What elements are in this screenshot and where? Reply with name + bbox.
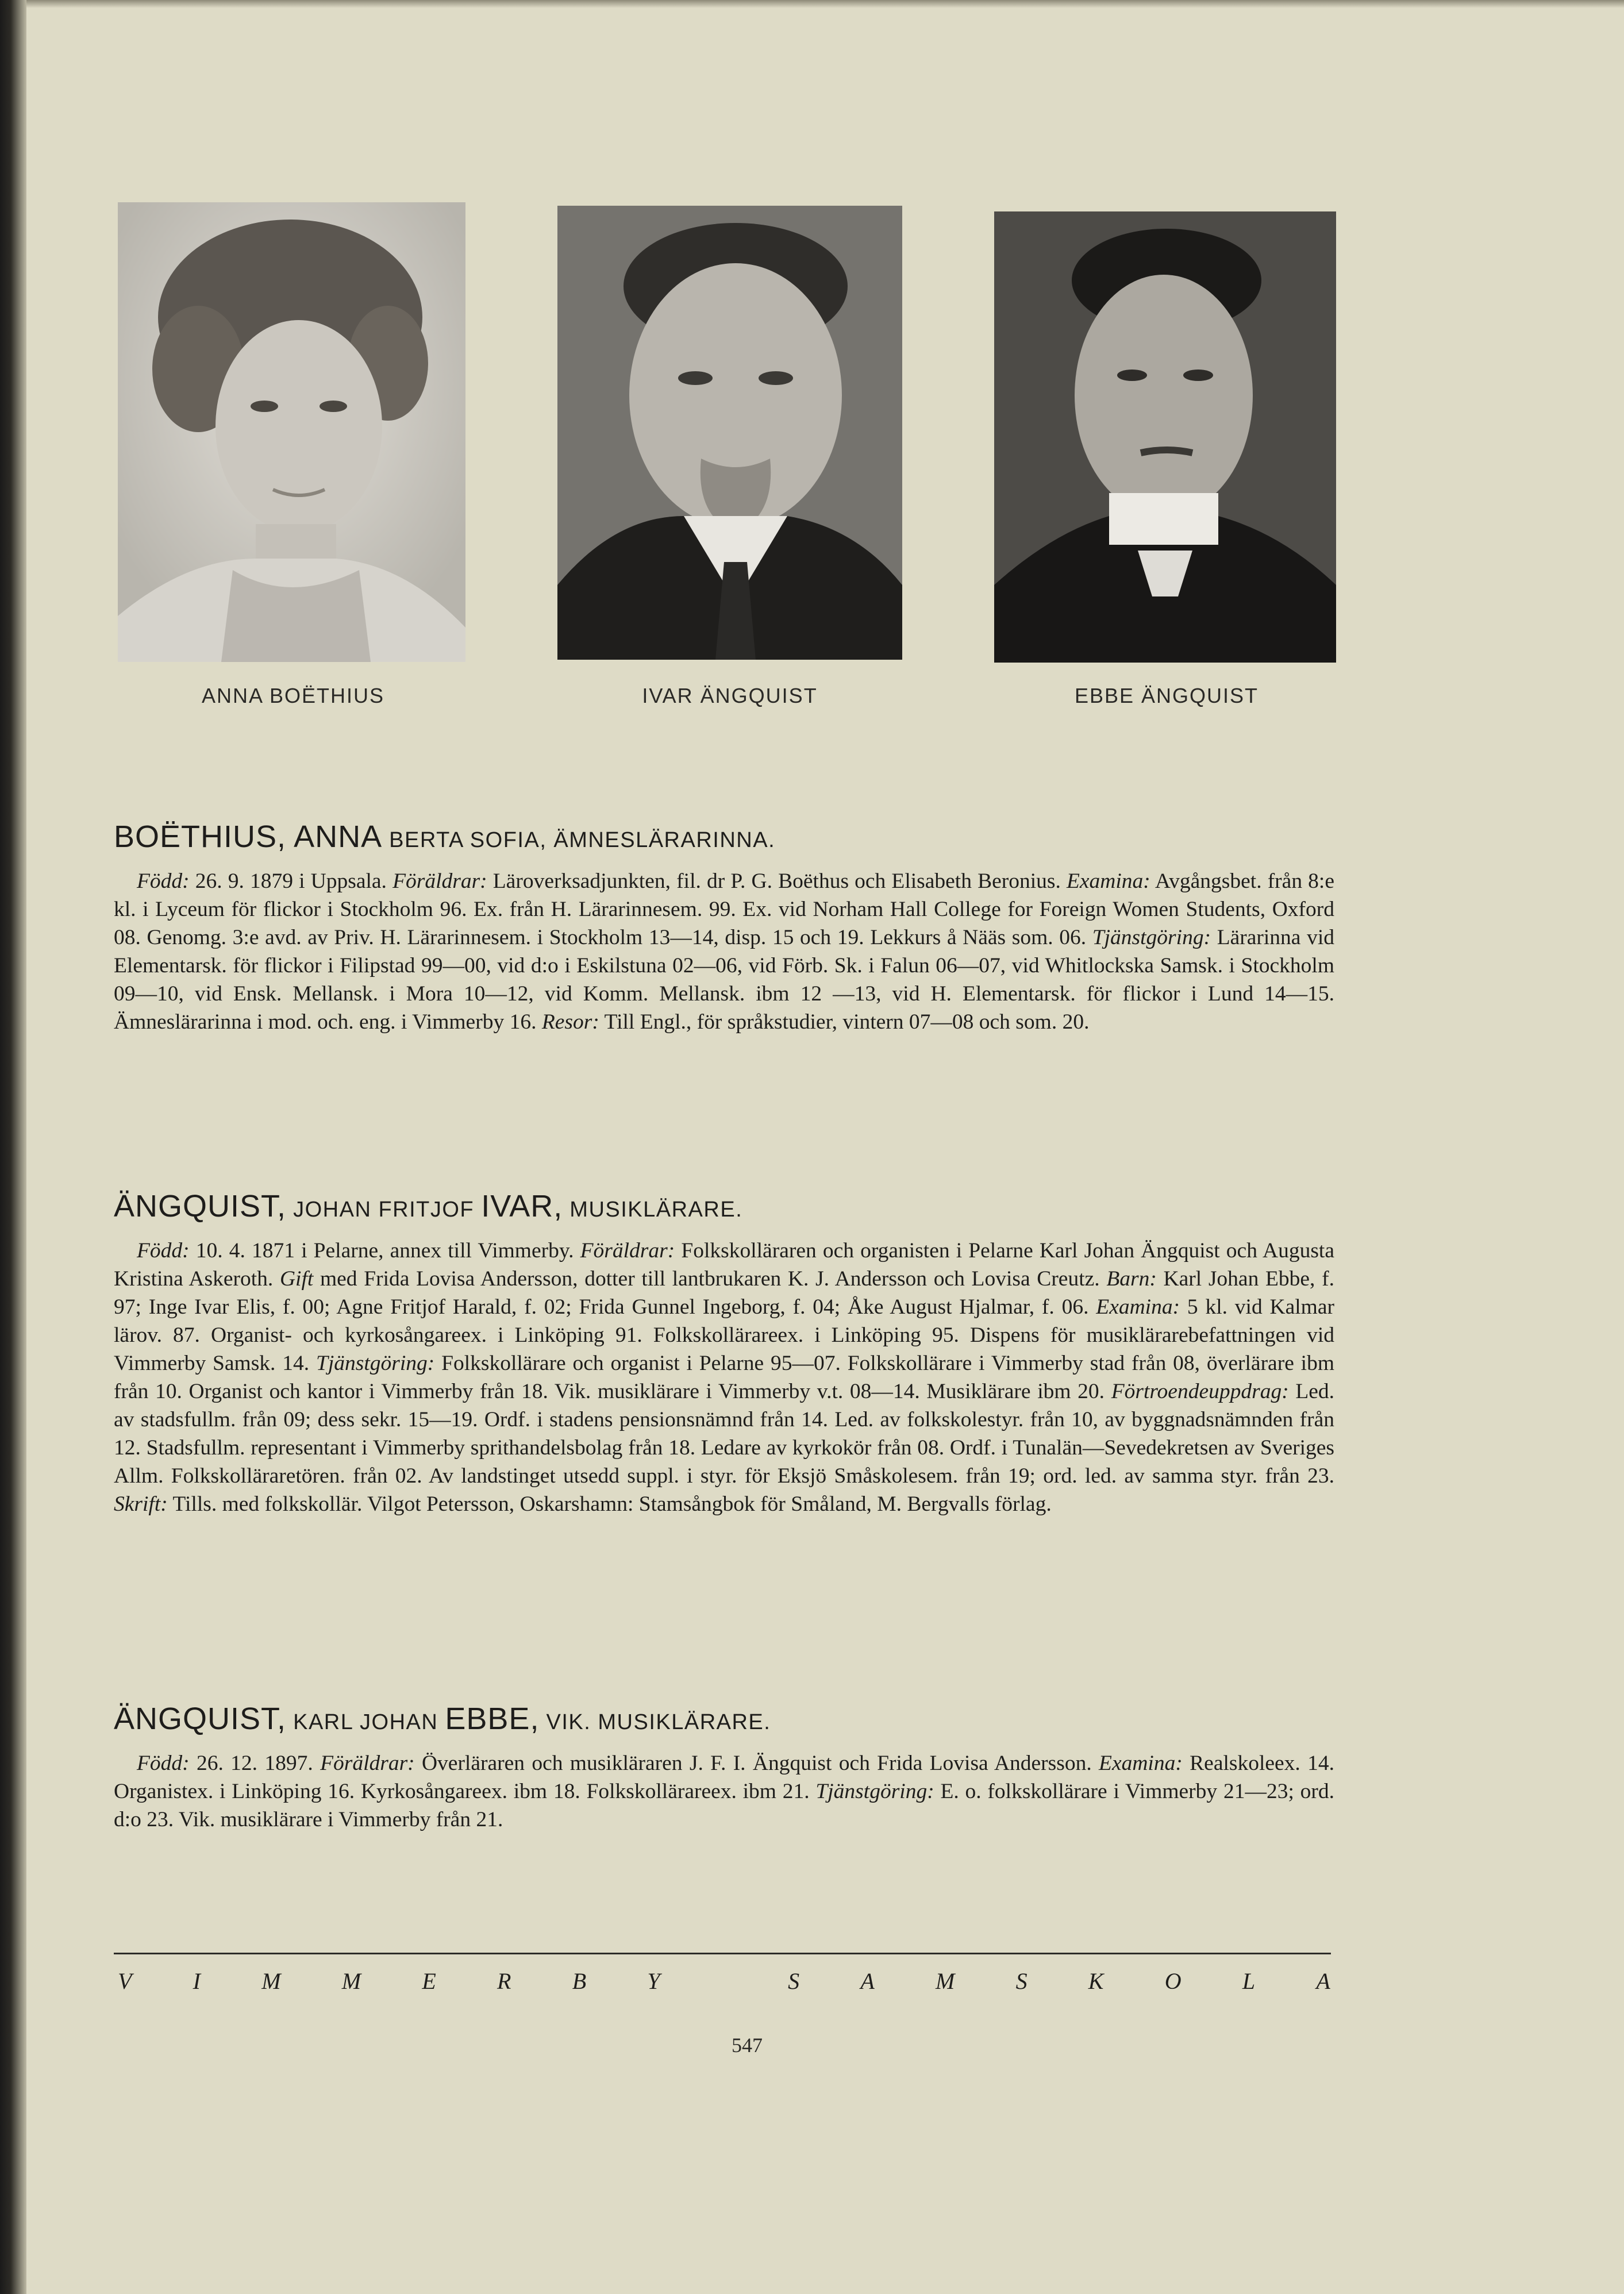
- entry-heading-name: EBBE,: [445, 1702, 540, 1736]
- portrait-photo-anna: [118, 202, 465, 662]
- field-label: Examina:: [1096, 1295, 1180, 1319]
- entry-heading-surname: ÄNGQUIST,: [114, 1702, 287, 1736]
- entry-body: [114, 1749, 1334, 1834]
- field-label: Examina:: [1099, 1752, 1183, 1775]
- entry-heading-title: MUSIKLÄRARE.: [563, 1198, 743, 1222]
- field-text: E. o. folkskollärare i Vimmerby 21—23; ord. d:o 23. Vik. musiklärare i Vimmerby från 21.: [114, 1780, 1334, 1831]
- footer-letter: I: [193, 1968, 201, 1994]
- field-label: Tjänstgöring:: [815, 1780, 934, 1803]
- footer-letter: L: [1242, 1968, 1256, 1994]
- field-label: Barn:: [1106, 1267, 1157, 1291]
- footer-letter: A: [1316, 1968, 1330, 1994]
- footer-letter: S: [788, 1968, 800, 1994]
- field-text: 26. 9. 1879 i Uppsala.: [189, 869, 393, 893]
- biography-entry-boethius: [114, 819, 1334, 1036]
- biography-entry-ivar-angquist: [114, 1188, 1334, 1518]
- field-text: Till Engl., för språkstudier, vintern 07—08 och som. 20.: [599, 1010, 1090, 1034]
- footer-rule: [114, 1953, 1331, 1954]
- portrait-photo-ebbe: [994, 211, 1336, 663]
- entry-heading: [114, 1701, 1334, 1737]
- field-text: Led. av stadsfullm. från 09; dess sekr. 15—19. Ordf. i stadens pensionsnämnd från 14. Led. av folkskolestyr. från 10, av byggnadsnämnden från 12. Stadsfullm. representant i Vimmerby sprithandelsbolag från 18. Ledare av kyrkokör från 08. Ordf. i Tunalän—Sevedekretsen av Sveriges Allm. Folkskolläraretören. från 02. Av landstinget utsedd suppl. i styr. för Eksjö Småskolesem. från 19; ord. led. av samma styr. från 23.: [114, 1380, 1334, 1488]
- entry-heading-name: BOËTHIUS, ANNA: [114, 819, 383, 854]
- page-binding-edge: [0, 0, 26, 2294]
- field-text: 5 kl. vid Kalmar lärov. 87. Organist- och kyrkosångareex. i Linköping 91. Folkskollärareex. i Linköping 95. Dispens för musiklärarebefattningen vid Vimmerby Samsk. 14.: [114, 1295, 1334, 1375]
- footer-letter: S: [1015, 1968, 1027, 1994]
- entry-heading-surname: ÄNGQUIST,: [114, 1189, 287, 1223]
- entry-heading: [114, 1188, 1334, 1224]
- field-text: 10. 4. 1871 i Pelarne, annex till Vimmerby.: [189, 1239, 580, 1263]
- entry-heading-middle-names: JOHAN FRITJOF: [286, 1198, 482, 1222]
- field-label: Föräldrar:: [320, 1752, 415, 1775]
- field-label: Föräldrar:: [580, 1239, 675, 1263]
- field-label: Skrift:: [114, 1492, 168, 1516]
- field-label: Född:: [137, 869, 190, 893]
- field-label: Född:: [137, 1239, 190, 1263]
- photo-caption-ivar: IVAR ÄNGQUIST: [642, 684, 818, 707]
- field-text: Folkskolläraren och organisten i Pelarne Karl Johan Ängquist och Augusta Kristina Askeroth.: [114, 1239, 1334, 1291]
- field-text: Lärarinna vid Elementarsk. för flickor i Filipstad 99—00, vid d:o i Eskilstuna 02—06, vid Förb. Sk. i Falun 06—07, vid Whitlockska Samsk. i Stockholm 09—10, vid Ensk. Mellansk. i Mora 10—12, vid Komm. Mellansk. ibm 12 —13, vid H. Elementarsk. för flickor i Lund 14—15. Ämneslärarinna i mod. och. eng. i Vimmerby 16.: [114, 926, 1334, 1034]
- field-label: Föräldrar:: [392, 869, 487, 893]
- portrait-photo-ivar: [557, 206, 902, 660]
- field-text: Tills. med folkskollär. Vilgot Petersson, Oskarshamn: Stamsångbok för Småland, M. Bergvalls förlag.: [167, 1492, 1052, 1516]
- entry-heading: [114, 819, 1334, 855]
- photo-caption-anna: ANNA BOËTHIUS: [201, 684, 385, 707]
- field-label: Tjänstgöring:: [1092, 926, 1211, 949]
- biography-entry-ebbe-angquist: [114, 1701, 1334, 1834]
- field-label: Förtroendeuppdrag:: [1111, 1380, 1289, 1403]
- field-text: Överläraren och musikläraren J. F. I. Ängquist och Frida Lovisa Andersson.: [414, 1752, 1099, 1775]
- field-text: Karl Johan Ebbe, f. 97; Inge Ivar Elis, f. 00; Agne Fritjof Harald, f. 02; Frida Gunnel Ingeborg, f. 04; Åke August Hjalmar, f. 06.: [114, 1267, 1334, 1319]
- field-label: Tjänstgöring:: [315, 1352, 435, 1375]
- field-label: Gift: [279, 1267, 314, 1291]
- field-text: 26. 12. 1897.: [189, 1752, 321, 1775]
- page-top-edge: [26, 0, 1624, 8]
- page-number: 547: [732, 2034, 763, 2057]
- field-text: Realskoleex. 14. Organistex. i Linköping 16. Kyrkosångareex. ibm 18. Folkskollärareex. ibm 21.: [114, 1752, 1334, 1803]
- field-label: Resor:: [541, 1010, 599, 1034]
- footer-letter-space: [721, 1968, 727, 1995]
- entry-body: [114, 867, 1334, 1036]
- running-footer: [118, 1968, 1330, 1995]
- entry-heading-title: BERTA SOFIA, ÄMNESLÄRARINNA.: [382, 828, 776, 852]
- field-text: Folkskollärare och organist i Pelarne 95—07. Folkskollärare i Vimmerby stad från 08, överlärare ibm från 10. Organist och kantor i Vimmerby från 18. Vik. musiklärare i Vimmerby v.t. 08—14. Musiklärare ibm 20.: [114, 1352, 1334, 1403]
- field-text: med Frida Lovisa Andersson, dotter till lantbrukaren K. J. Andersson och Lovisa Creutz.: [313, 1267, 1107, 1291]
- footer-letter: E: [422, 1968, 436, 1994]
- footer-letter: A: [860, 1968, 875, 1994]
- entry-body: [114, 1237, 1334, 1518]
- footer-letter: R: [497, 1968, 511, 1994]
- field-label: Född:: [137, 1752, 190, 1775]
- entry-heading-title: VIK. MUSIKLÄRARE.: [539, 1710, 771, 1734]
- footer-letter: Y: [647, 1968, 660, 1994]
- footer-letter: M: [936, 1968, 955, 1994]
- footer-letter: O: [1164, 1968, 1182, 1994]
- footer-letter: V: [118, 1968, 132, 1994]
- footer-letter: M: [341, 1968, 361, 1994]
- footer-letter: K: [1088, 1968, 1104, 1994]
- field-text: Läroverksadjunkten, fil. dr P. G. Boëthus och Elisabeth Beronius.: [487, 869, 1067, 893]
- entry-heading-name: IVAR,: [481, 1189, 563, 1223]
- field-text: Avgångsbet. från 8:e kl. i Lyceum för flickor i Stockholm 96. Ex. från H. Lärarinnesem. 99. Ex. vid Norham Hall College for Foreign Women Students, Oxford 08. Genomg. 3:e avd. av Priv. H. Lärarinnesem. i Stockholm 13—14, disp. 15 och 19. Lekkurs å Nääs som. 06.: [114, 869, 1334, 949]
- entry-heading-middle-names: KARL JOHAN: [286, 1710, 445, 1734]
- footer-letter: B: [572, 1968, 587, 1994]
- field-label: Examina:: [1067, 869, 1150, 893]
- footer-letter: M: [261, 1968, 281, 1994]
- photo-caption-ebbe: EBBE ÄNGQUIST: [1074, 684, 1259, 707]
